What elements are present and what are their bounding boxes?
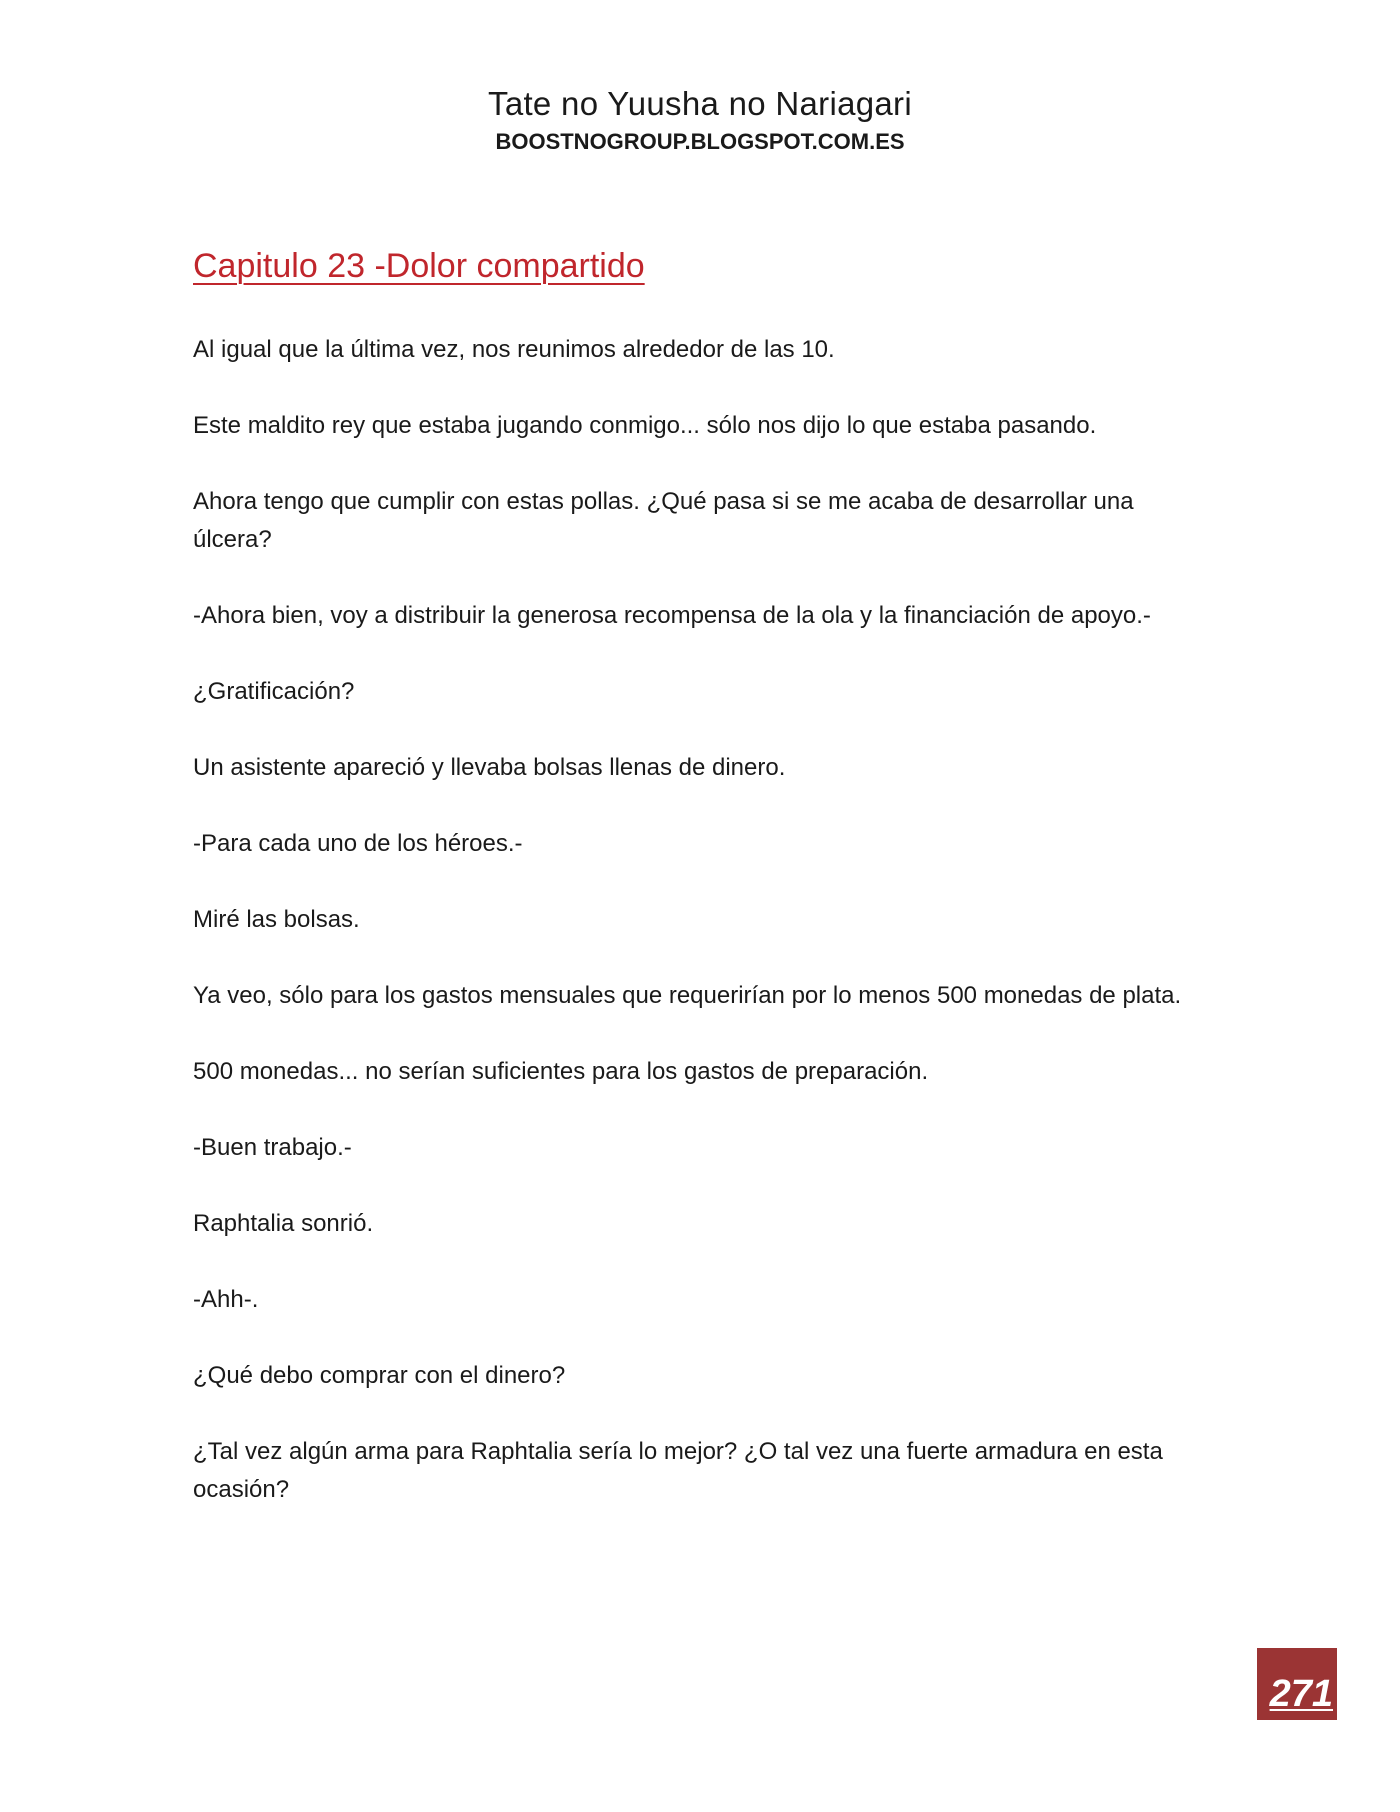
chapter-title: Capitulo 23 -Dolor compartido: [193, 247, 645, 285]
paragraph: Un asistente apareció y llevaba bolsas llenas de dinero.: [193, 754, 786, 781]
site-url: BOOSTNOGROUP.BLOGSPOT.COM.ES: [495, 129, 905, 154]
paragraph: -Para cada uno de los héroes.-: [193, 830, 523, 857]
paragraph: ¿Tal vez algún arma para Raphtalia sería lo mejor? ¿O tal vez una fuerte armadura en esta ocasión?: [193, 1438, 1163, 1503]
paragraph: ¿Gratificación?: [193, 678, 355, 705]
paragraph: 500 monedas... no serían suficientes para los gastos de preparación.: [193, 1058, 929, 1085]
paragraph: Raphtalia sonrió.: [193, 1210, 374, 1237]
paragraph: Miré las bolsas.: [193, 906, 360, 933]
paragraph: Este maldito rey que estaba jugando conmigo... sólo nos dijo lo que estaba pasando.: [193, 412, 1097, 439]
paragraph: Ahora tengo que cumplir con estas pollas. ¿Qué pasa si se me acaba de desarrollar una úlcera?: [193, 488, 1134, 553]
paragraph: Al igual que la última vez, nos reunimos alrededor de las 10.: [193, 336, 835, 363]
paragraph: ¿Qué debo comprar con el dinero?: [193, 1362, 566, 1389]
paragraph: Ya veo, sólo para los gastos mensuales que requerirían por lo menos 500 monedas de plata.: [193, 982, 1182, 1009]
book-title: Tate no Yuusha no Nariagari: [488, 85, 912, 122]
paragraph: -Buen trabajo.-: [193, 1134, 352, 1161]
chapter-body: [193, 331, 1203, 1547]
page-number-badge: 271: [1257, 1648, 1337, 1720]
paragraph: -Ahh-.: [193, 1286, 259, 1313]
paragraph: -Ahora bien, voy a distribuir la generosa recompensa de la ola y la financiación de apoyo.-: [193, 602, 1151, 629]
page-header: [0, 84, 1400, 156]
